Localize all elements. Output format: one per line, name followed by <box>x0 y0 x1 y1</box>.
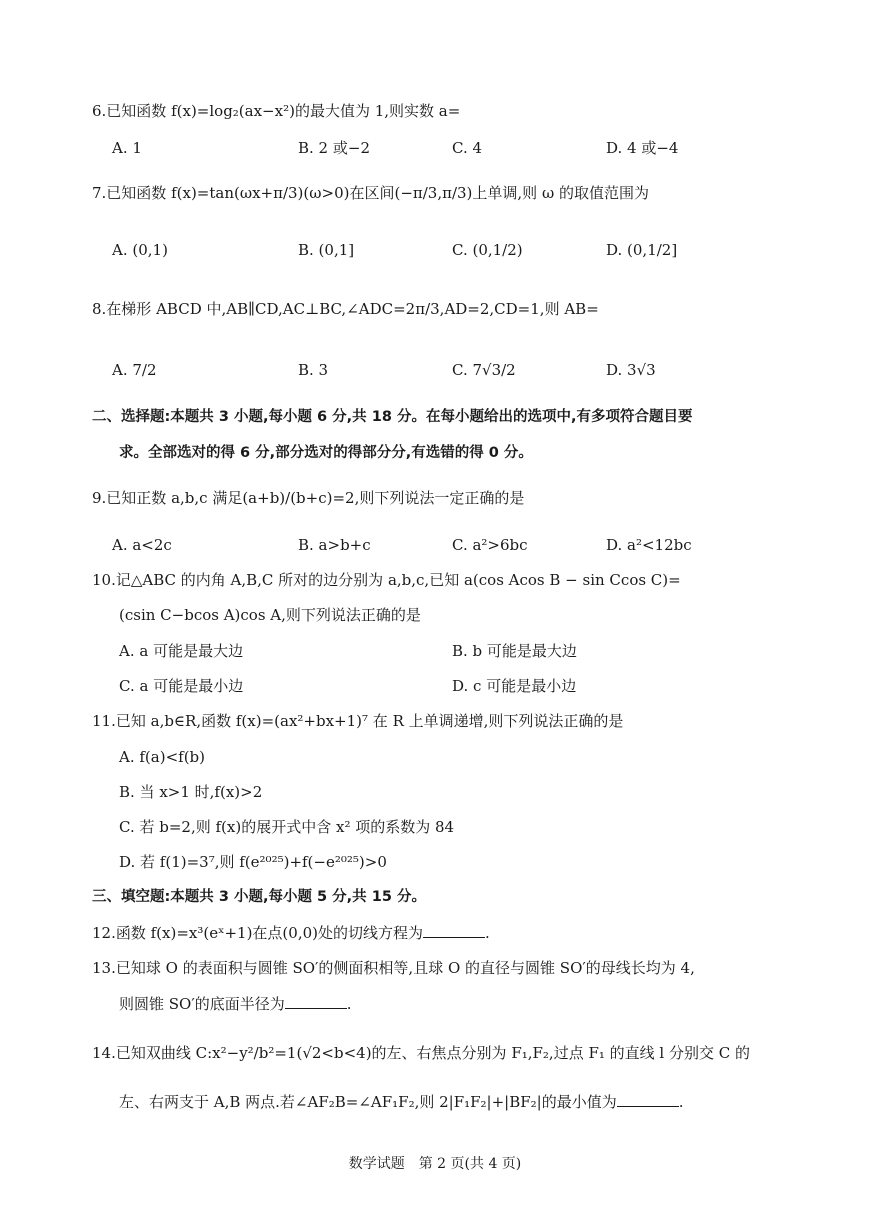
q7-option-a: A. (0,1) <box>112 241 168 259</box>
q10-stem: 10.记△ABC 的内角 A,B,C 所对的边分别为 a,b,c,已知 a(cos Acos B − sin Ccos C)= <box>92 571 681 589</box>
q13-answer-blank <box>285 994 347 1009</box>
q7-stem: 7.已知函数 f(x)=tan(ωx+π/3)(ω>0)在区间(−π/3,π/3)上单调,则 ω 的取值范围为 <box>92 184 649 202</box>
q14-period: . <box>678 1093 684 1111</box>
q11-option-b: B. 当 x>1 时,f(x)>2 <box>119 783 263 801</box>
q10-option-c: C. a 可能是最小边 <box>119 677 244 695</box>
q7-option-b: B. (0,1] <box>298 241 355 259</box>
q7-option-c: C. (0,1/2) <box>452 241 523 259</box>
section-2-heading-cont: 求。全部选对的得 6 分,部分选对的得部分分,有选错的得 0 分。 <box>119 445 533 461</box>
q8-stem: 8.在梯形 ABCD 中,AB∥CD,AC⊥BC,∠ADC=2π/3,AD=2,CD=1,则 AB= <box>92 300 599 318</box>
q11-option-d: D. 若 f(1)=3⁷,则 f(e²⁰²⁵)+f(−e²⁰²⁵)>0 <box>119 853 387 871</box>
q12-stem <box>92 923 490 943</box>
q9-option-d: D. a²<12bc <box>606 536 692 554</box>
q12-text: 12.函数 f(x)=x³(eˣ+1)在点(0,0)处的切线方程为 <box>92 924 423 942</box>
q9-stem: 9.已知正数 a,b,c 满足(a+b)/(b+c)=2,则下列说法一定正确的是 <box>92 489 525 507</box>
q14-text: 左、右两支于 A,B 两点.若∠AF₂B=∠AF₁F₂,则 2|F₁F₂|+|BF₂|的最小值为 <box>119 1093 617 1111</box>
q6-option-a: A. 1 <box>112 139 142 157</box>
q14-answer-blank <box>617 1092 679 1107</box>
q9-option-c: C. a²>6bc <box>452 536 528 554</box>
q6-option-d: D. 4 或−4 <box>606 139 679 157</box>
q13-stem: 13.已知球 O 的表面积与圆锥 SO′的侧面积相等,且球 O 的直径与圆锥 SO′的母线长均为 4, <box>92 959 695 977</box>
q9-option-a: A. a<2c <box>112 536 172 554</box>
q10-option-b: B. b 可能是最大边 <box>452 642 577 660</box>
section-2-heading: 二、选择题:本题共 3 小题,每小题 6 分,共 18 分。在每小题给出的选项中,有多项符合题目要 <box>92 409 693 425</box>
section-3-heading: 三、填空题:本题共 3 小题,每小题 5 分,共 15 分。 <box>92 889 426 905</box>
page-footer: 数学试题 第 2 页(共 4 页) <box>348 1156 522 1172</box>
q8-option-b: B. 3 <box>298 361 329 379</box>
q10-option-a: A. a 可能是最大边 <box>119 642 244 660</box>
q11-stem: 11.已知 a,b∈R,函数 f(x)=(ax²+bx+1)⁷ 在 R 上单调递增,则下列说法正确的是 <box>92 712 624 730</box>
q6-stem: 6.已知函数 f(x)=log₂(ax−x²)的最大值为 1,则实数 a= <box>92 102 461 120</box>
q10-stem-cont: (csin C−bcos A)cos A,则下列说法正确的是 <box>119 606 421 624</box>
q6-option-c: C. 4 <box>452 139 483 157</box>
q9-option-b: B. a>b+c <box>298 536 371 554</box>
q14-stem-cont <box>119 1092 684 1112</box>
q12-period: . <box>485 924 490 942</box>
q13-stem-cont <box>119 994 352 1014</box>
q13-period: . <box>346 995 352 1013</box>
q6-option-b: B. 2 或−2 <box>298 139 370 157</box>
q11-option-a: A. f(a)<f(b) <box>119 748 205 766</box>
q7-option-d: D. (0,1/2] <box>606 241 678 259</box>
q8-option-c: C. 7√3/2 <box>452 361 516 379</box>
q8-option-d: D. 3√3 <box>606 361 656 379</box>
q14-stem: 14.已知双曲线 C:x²−y²/b²=1(√2<b<4)的左、右焦点分别为 F₁,F₂,过点 F₁ 的直线 l 分别交 C 的 <box>92 1044 751 1062</box>
q13-text: 则圆锥 SO′的底面半径为 <box>119 995 285 1013</box>
q12-answer-blank <box>423 923 485 938</box>
q10-option-d: D. c 可能是最小边 <box>452 677 577 695</box>
q11-option-c: C. 若 b=2,则 f(x)的展开式中含 x² 项的系数为 84 <box>119 818 455 836</box>
q8-option-a: A. 7/2 <box>112 361 157 379</box>
